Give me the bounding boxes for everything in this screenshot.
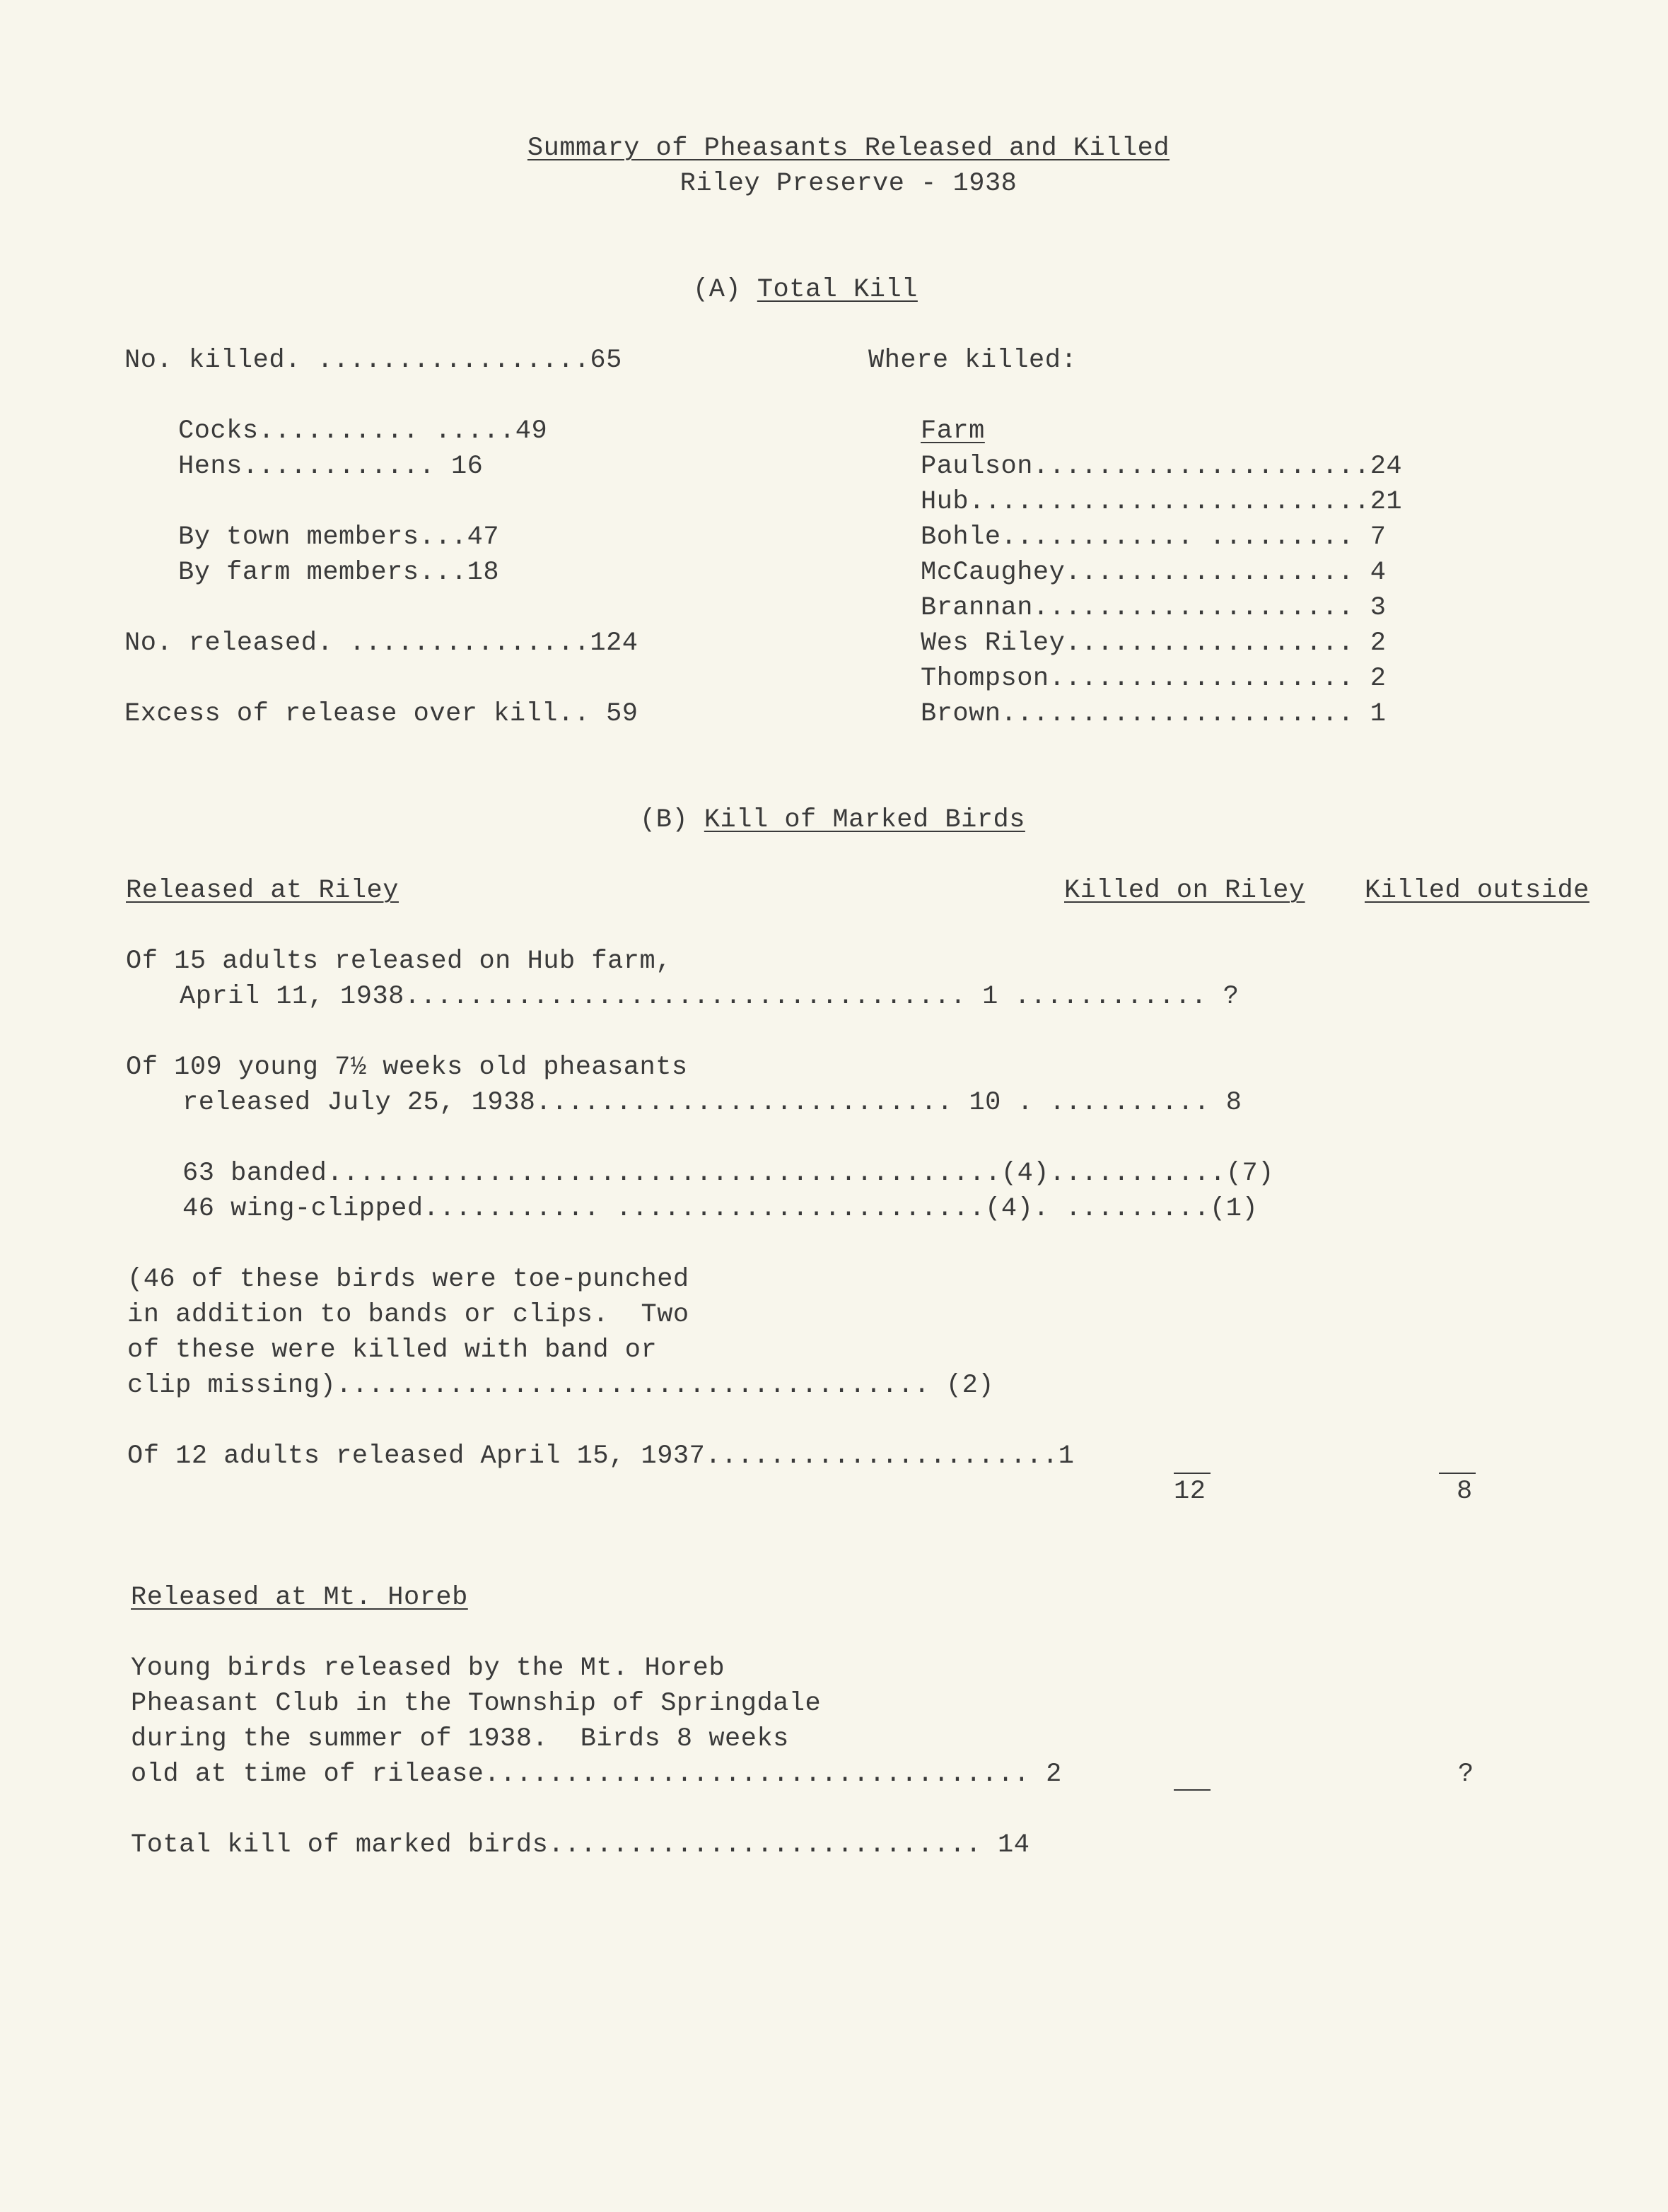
horeb-line2: Pheasant Club in the Township of Springdale: [131, 1689, 822, 1719]
excess-row: Excess of release over kill.. 59: [124, 699, 638, 729]
adults-1937-row: Of 12 adults released April 15, 1937......................1: [127, 1441, 1075, 1471]
farm-row: Bohle............ ......... 7: [921, 522, 1387, 552]
total-marked-kill-row: Total kill of marked birds........................... 14: [131, 1830, 1030, 1860]
toe-punched-note-line1: (46 of these birds were toe-punched: [127, 1265, 689, 1294]
section-b-heading: [640, 802, 1025, 838]
hub-release-line2: April 11, 1938................................... 1 ............ ?: [180, 982, 1240, 1012]
farm-row: Paulson.....................24: [921, 452, 1403, 481]
section-a-prefix: (A): [693, 275, 757, 305]
farm-members-row: By farm members...18: [178, 558, 500, 587]
horeb-count-rule: [1174, 1789, 1211, 1791]
farm-row: McCaughey.................. 4: [921, 558, 1387, 587]
section-a-title: Total Kill: [757, 275, 918, 305]
horeb-line3: during the summer of 1938. Birds 8 weeks: [131, 1724, 789, 1754]
no-killed-row: No. killed. .................65: [124, 346, 622, 375]
released-at-horeb-header: Released at Mt. Horeb: [131, 1583, 468, 1613]
cocks-row: Cocks.......... .....49: [178, 416, 548, 446]
released-at-riley-header: Released at Riley: [126, 876, 399, 906]
killed-on-riley-header: Killed on Riley: [1064, 876, 1305, 906]
outside-subtotal: 8: [1457, 1477, 1473, 1506]
no-released-row: No. released. ...............124: [124, 628, 638, 658]
toe-punched-note-line4: clip missing)..................................... (2): [127, 1371, 994, 1400]
young-release-line2: released July 25, 1938.......................... 10 . .......... 8: [182, 1088, 1242, 1118]
hub-release-line1: Of 15 adults released on Hub farm,: [126, 947, 672, 976]
riley-subtotal: 12: [1174, 1477, 1206, 1506]
young-release-line1: Of 109 young 7½ weeks old pheasants: [126, 1053, 688, 1082]
farm-row: Brown...................... 1: [921, 699, 1387, 729]
horeb-line4: old at time of rilease.................................. 2: [131, 1760, 1062, 1789]
section-a-heading: [693, 272, 918, 308]
toe-punched-note-line2: in addition to bands or clips. Two: [127, 1300, 689, 1330]
section-b-title: Kill of Marked Birds: [704, 805, 1025, 835]
where-killed-label: Where killed:: [868, 346, 1078, 375]
horeb-line1: Young birds released by the Mt. Horeb: [131, 1654, 725, 1683]
farm-header: Farm: [921, 416, 985, 446]
horeb-outside-value: ?: [1458, 1760, 1474, 1789]
farm-row: Brannan.................... 3: [921, 593, 1387, 623]
hens-row: Hens............ 16: [178, 452, 484, 481]
banded-row: 63 banded..........................................(4)...........(7): [182, 1159, 1274, 1188]
farm-row: Hub.........................21: [921, 487, 1403, 517]
farm-row: Wes Riley.................. 2: [921, 628, 1387, 658]
town-members-row: By town members...47: [178, 522, 500, 552]
section-b-prefix: (B): [640, 805, 704, 835]
killed-outside-header: Killed outside: [1365, 876, 1590, 906]
wing-clipped-row: 46 wing-clipped........... .......................(4). .........(1): [182, 1194, 1259, 1224]
farm-row: Thompson................... 2: [921, 664, 1387, 694]
toe-punched-note-line3: of these were killed with band or: [127, 1335, 658, 1365]
page-title: Summary of Pheasants Released and Killed: [527, 134, 1170, 163]
page-subtitle: Riley Preserve - 1938: [680, 169, 1017, 199]
